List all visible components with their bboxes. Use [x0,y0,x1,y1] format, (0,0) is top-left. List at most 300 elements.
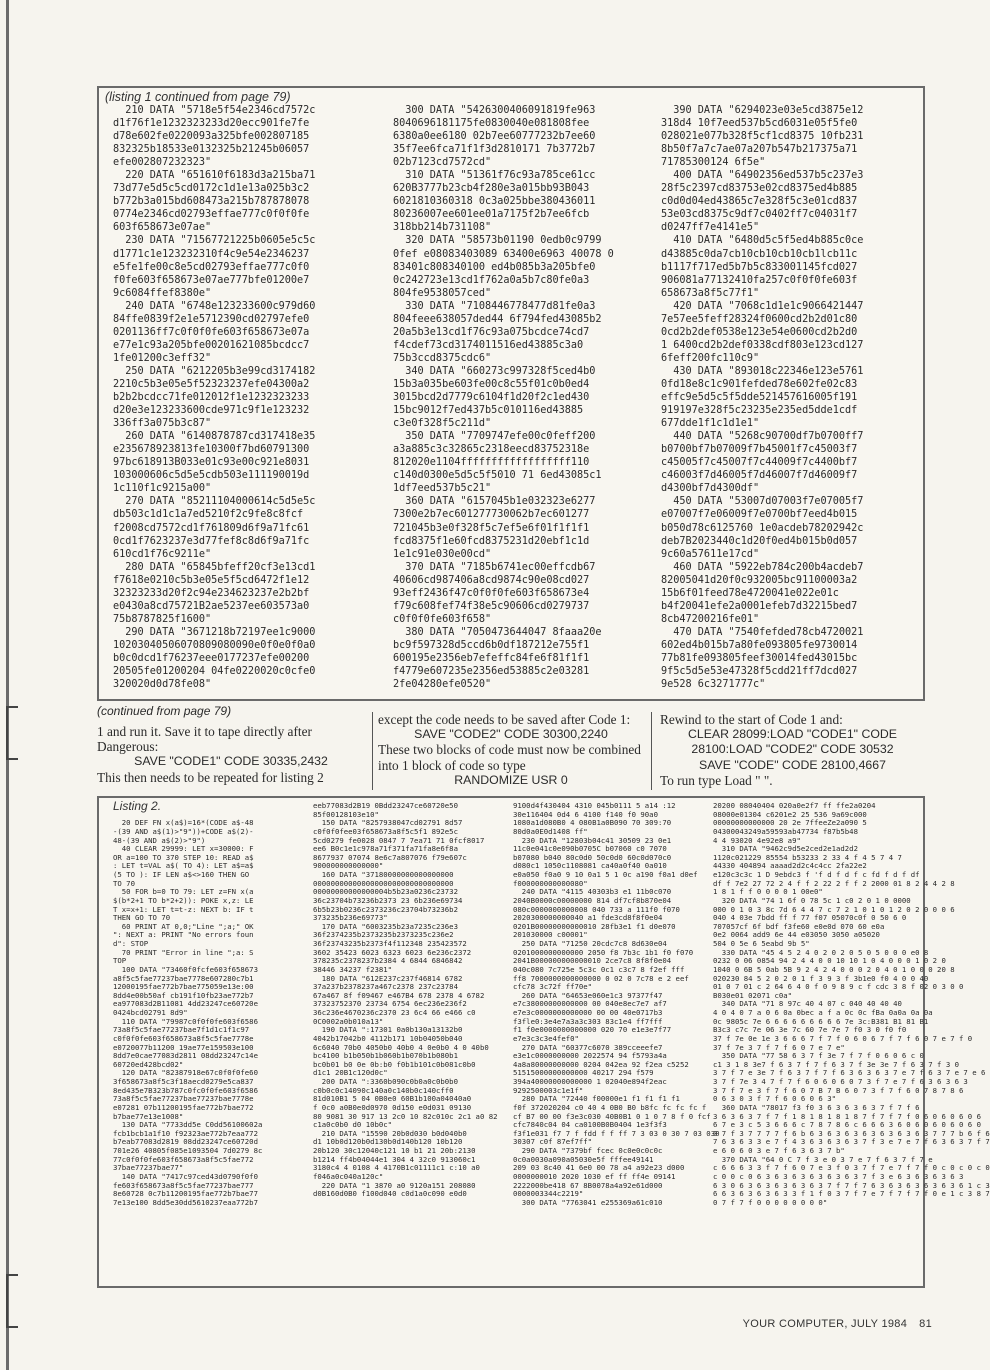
code-line: 44330 404894 aaaad2d2c4c4cc 2fa22e2 [713,861,867,871]
code-line: 373235b236e69773" [313,913,388,923]
code-line: 30e116404 0d4 6 4100 f140 f0 90a0 [513,809,658,819]
code-line: 04300043249a59593ab47734 f87b5b48 [713,826,858,836]
code-line: 3180c4 4 0108 4 4170B1c01111c1 c:10 a0 [313,1163,480,1173]
code-line: 3f658673a8f5c3f18aecd0279e5ca837 [113,1077,254,1086]
code-line: 707057cf 6f bdf f3fe60 e0e0d 070 60 e0a [713,921,885,931]
code-line: 140 DATA "7417c97ced43d0790f0f0 [113,1171,258,1181]
code-line: 110 DATA "79987c0f0f0fe603f6586 [113,1016,258,1026]
code-command: SAVE "CODE1" CODE 30335,2432 [134,754,328,769]
code-line: f0fe603f658673e07ae777bfe01200e7 [113,274,310,286]
code-line: 600195e2356eb7efeffc84fe6f81f1f1 [393,652,590,664]
code-line: db503c1d1c1a7ed5210f2c9fe8c8fcf [113,509,304,521]
code-line: 330 DATA "7108446778477d81fe0a3 [393,300,596,312]
code-line: f3f1e031 f7 7 f fdd f f ff 7 3 03 0 30 7 03 030 [513,1128,720,1138]
code-line: T x=x+1: LET t=t-z: NEXT b: IF t [113,904,254,914]
page-footer [743,1318,932,1330]
code-line: 37 f 7e 3 7 f 7 f 6 0 7 e 7 e" [713,1042,845,1052]
code-line: 8cb47200216fe01" [661,613,760,625]
code-line: 37a237b2378237a467c2378 237c23784 [313,982,458,992]
code-line: 28f5c2397cd83753e02cd8375ed4b885 [661,183,858,195]
code-line: $(b*2+1 TO b*2+2)): POKE x,z: LE [113,895,254,905]
code-line: 7e57ee5feff28324f0600cd2b2d01c80 [661,313,858,325]
code-line: 3 7 f 7 e 3 f 7 f 6 0 7 B 7 B 6 0 7 3 f 7 f 6 0 7 8 7 8 6 [713,1085,964,1095]
listing-2-header: Listing 2. [113,799,162,813]
listing-2-column-3 [513,802,719,1207]
code-line: 804fe9538057ced" [393,287,492,299]
column-divider [372,712,373,790]
code-line: 2fe04280efe0520" [393,679,492,691]
code-line: c140d0300e5d5c5f5010 71 6ed43085c1 [393,470,602,482]
code-line: 0201000000000000 2050 f8 7b3c 1b1 f0 f070 [513,947,694,957]
code-line: cf B7 00 00 f3e3c030 40B0B1 0 1 0 7 8 f 0 fcf [513,1111,711,1121]
code-line: 73a8f5c5fae77237bae77237bae7778e [113,1094,254,1104]
code-line: 1040 0 6B 5 0ab 5B 9 2 4 2 4 0 0 0 2 0 4 0 1 0 0 0 20 8 [713,964,955,974]
code-line: 80d0a0E0d1408 ff" [513,826,588,836]
code-line: 0201136ff7c0f0f0fe603f658673e07a [113,326,310,338]
code-line: c1 3 1 8 3e7 f 6 3 7 f 7 f 6 3 7 f 3e 3e 7 f 6 3 7 f 3 0 [713,1059,960,1069]
code-line: 0cd2b2def0538e123e54e0600cd2b2d0 [661,326,858,338]
code-line: 919197e328f5c23235e235ed5dde1cdf [661,405,858,417]
code-line: 37323752370 23734 6754 6ec236e236f2 [313,999,467,1009]
code-line: 040 4 03e 7bdd ff f 77 f07 05070c0f 0 50 6 0 [713,913,907,923]
code-line: fcb1bcb1a1f10 f92323ae772b7eaa772 [113,1128,258,1138]
code-line: 5cd0279 fe0028 0847 7 7ea71 71 0fcf8017 [313,835,485,845]
code-line: bc9f597328d5ccd6b0df187212e755f1 [393,639,590,651]
code-line: c46003f7d46005f7d46007f7d46009f7 [661,470,858,482]
code-line: 48-(39 AND a$(2)>"9") [113,835,206,845]
code-line: 330 DATA "45 4 5 2 4 0 2 0 2 0 5 0 5 0 0 0 e0 8 [713,947,929,957]
code-line: 300 DATA "5426300406091819fe963 [393,105,596,116]
code-line: 38446 34237 f2381" [313,964,393,974]
margin-bracket [6,706,18,760]
code-line: 610cd1f76c9211e" [113,548,212,560]
code-line: e235678923813fe10300f7bd60791300 [113,444,310,456]
code-line: 0 7 f 3 7 7 7 7 f 6 b 6 3 6 3 6 3 6 3 6 3 6 3 6 3 7 7 7 b 6 f 6 [713,1128,990,1138]
binding-edge [6,0,9,1370]
code-line: 36f2374235b2373235b2373235c236e2 [313,930,454,940]
code-line: 6 6 3 6 3 6 3 6 3 3 f 1 f 0 3 7 f 7 e 7 f 7 f 7 f 0 e 1 c 3 8 7 [713,1189,990,1199]
code-line: 2020300000000040 a1 fde3cd8f8f0e04 [513,913,663,923]
paragraph: except the code needs to be saved after Code 1: [378,712,631,727]
paragraph: 1 and run it. Save it to tape directly after Dangerous: [97,724,312,755]
code-line: 620B3777b23cb4f280e3a015bb93B043 [393,183,590,195]
code-line: 8677937 07074 8e6c7a807076 f79e607c [313,852,467,862]
code-line: 80 9081 30 917 13 2c0 10 82c010c 2c1 a0 82 [313,1111,498,1121]
code-line: 00000000000000004b5b23a0236c23732 [313,887,458,897]
code-line: 350 DATA "7709747efe00c0feff200 [393,431,596,443]
listing-1-column-3 [661,104,863,691]
code-line: 0424bcd02791 8d9" [113,1008,188,1017]
code-line: a3a885c3c32865c2318eecd83752318e [393,444,590,456]
code-line: 160 DATA "37180000000000000000 [313,870,454,879]
code-line: 420 DATA "7068c1d1e1c9066421447 [661,300,864,312]
code-line: f000000000000080" [513,878,588,888]
code-line: 7 6 3 6 3 3 e 7 f 4 3 6 3 6 3 6 3 7 f 3 e 7 e 7 f 6 3 6 3 7 f 7 [713,1137,990,1147]
code-line: f7618e0210c5b3e05e5f5cd6472f1e12 [113,574,310,586]
article-column-1 [97,724,365,785]
code-line: 20505fe01200204 04fe0220020c0cfe0 [113,666,316,678]
code-line: 340 DATA "660273c997328f5ced4b0 [393,365,596,377]
code-line: d1 10b0d120b0d130b0d140b120 10b120 [313,1137,463,1147]
code-line: TO 70 [113,878,135,888]
code-line: 430 DATA "893018c22346e123e5761 [661,365,864,377]
code-line: 2041B000000000000010 2ce7c8 8f8f0e04 [513,956,672,966]
code-line: 9c6084ffef8380e" [113,287,212,299]
code-line: 15b6f01feed78e4720041e022e01c [661,587,839,599]
code-line: 6021810360318 0c3a025bbe380436011 [393,196,596,208]
code-line: 2040B0000c00000000 814 df7cf8b870e04 [513,895,672,905]
code-line: 0774e2346cd02793effae777c0f0f0fe [113,209,310,221]
code-line: fe603f658673a8f5c5fae77237bae777 [113,1180,254,1190]
code-line: 320 DATA "74 1 6f 0 78 5c 1 c0 2 0 1 0 0000 [713,895,911,905]
code-line: e77e1c93a205bfe00201621085bcdcc7 [113,339,310,351]
code-line: c0f0f0fe603f658" [393,613,492,625]
code-line: 906081a77132410fa257c0f0f0fe603f [661,274,858,286]
code-line: 400 DATA "64902356ed537b5c237e3 [661,170,864,182]
code-line: d78e602fe0220093a325bfe002807185 [113,131,310,143]
code-line: 37bae77237bae77" [113,1163,184,1173]
code-line: 190 DATA ":17301 0a0b130a13132b0 [313,1025,463,1035]
code-command: 28100:LOAD "CODE2" CODE 30532 [691,742,894,757]
code-line: 0 7 f 7 f 0 0 0 0 0 0 0 0" [713,1197,828,1207]
code-line: 32323233d20f2c94e234623237e2b2bf [113,587,310,599]
code-line: 0cd1f7623237e3d77fef8c8d6f9a71fc [113,535,310,547]
code-line: ": NEXT a: PRINT "No errors foun [113,930,254,940]
code-line: 340 DATA "71 8 97c 40 4 07 c 040 40 40 40 [713,999,902,1009]
code-line [113,802,262,811]
code-line: 77b81fe093805feef30014fed43015bc [661,652,858,664]
code-line: f3fle0:3e4e7a3a3c303 83c1e4 ff7fff [513,1016,663,1026]
code-line: 51515000000000000 40217 294 f579 [513,1068,654,1078]
code-line: 378235c2378237b2384 4 6844 6846842 [313,956,463,966]
code-line: 0 6 3 0 3 f 7 f 6 0 6 0 6 3" [713,1094,837,1104]
code-line: 15b3a035be603fe00c8c55f01c0b0ed4 [393,378,590,390]
code-line: 120 DATA "82387918e67c0f0f0fe60 [113,1068,258,1078]
code-line: 20 DEF FN x(a$)=16*(CODE a$-48 [113,818,254,828]
code-line: 20b120 30c12040c121 10 b1 21 20b:2130 [313,1146,476,1155]
code-line: 8dd7e0cae77083d2811 08dd23247c14e [113,1051,258,1061]
code-line: f2008cd7572cd1f761809d6f9a71fc61 [113,522,310,534]
code-line: c0b0c0c14090c140a0c140b0c140cff0 [313,1085,454,1095]
code-line: 20200 08040404 020a0e2f7 ff ffe2a0204 [713,801,876,810]
code-line: 0c242723e13cd1f762a0a5b7c80fe0a3 [393,274,590,286]
code-line: e07281 07b11200195fae772b7bae772 [113,1102,254,1112]
code-line: e7e3c3c3e4fef0" [513,1033,579,1043]
code-line: e0720077b11200 19ae77e159503e100 [113,1042,254,1052]
code-line: 6feff200fc110c9" [661,352,760,364]
code-line: 360 DATA "6157045b1e032323e6277 [393,496,596,508]
code-line: d1771c1e123232310f4c9e54e2346237 [113,248,310,260]
code-line: 336ff3a075b3c87" [113,418,212,430]
code-line: c1a0c0b0 d0 10b0c" [313,1120,393,1130]
code-line: d0B160d0B0 f100d040 c0d1a0c090 e0d0 [313,1189,467,1199]
code-line: 394a40000000000000 1 02040e894f2eac [513,1077,667,1086]
code-line: 370 DATA "7185b6741ec00effcdb67 [393,561,596,573]
code-line: 37 f 7e 0e 1e 3 6 6 6 7 f 7 f 0 6 0 6 7 f 7 f 6 0 7 e 7 f 0 [713,1033,973,1043]
code-line: e3e1c0000000000 2022574 94 f5793a4a [513,1051,667,1061]
code-line: e 6 0 6 0 3 e 7 f 6 3 6 3 7 b" [713,1146,845,1155]
code-line: 4 4 93020 4e92e8 a9" [713,835,801,845]
code-line: b2b2bcdcc71fe012012f1e1232323233 [113,392,310,404]
code-line: 77c0f0f0fe603f658673a8f5c5fae772 [113,1154,254,1164]
listing-1-column-1 [113,104,315,691]
code-line: 318bb214b731108" [393,222,492,234]
code-line: 0000000010 2020 1030 ef ff ff4e 09141 [513,1171,676,1181]
code-line: TOP [113,956,127,966]
code-line: 804feee638057ded44 6f794fed43085b2 [393,313,602,325]
code-line: e5fe1fe00c8e5cd02793effae777c0f0 [113,261,310,273]
code-line: e0a050 f0a0 9 10 0a1 5 1 0c a190 f0a1 d0ef [513,870,698,879]
code-line: 0000003344c2219" [513,1189,584,1199]
code-line: 0201B00000000000010 28fb3e1 f1 d0e070 [513,921,676,931]
code-line: 230 DATA "71567721225b0605e5c5c [113,235,316,247]
code-line: B3c3 c7c 7e 06 3e 7c 60 7e 7e 7 f0 3 0 f0 f0 [713,1025,907,1035]
code-line: 000 0 1 0 3 8c 7d 6 4 4 7 c 7 2 1 0 1 0 1 2 0 2 0 0 0 6 [713,904,955,914]
code-line: 270 DATA "60377c6070 389cceeefe7 [513,1042,663,1052]
code-line: b7eab77083d2819 08dd23247ce60720d [113,1137,258,1147]
code-line: 812020e1104ffffffffffffffffff110 [393,457,590,469]
code-line: 75b8787825f1600" [113,613,212,625]
code-line: 35f7ee6fca71f1f3d2810171 7b3772b7 [393,144,596,156]
code-line: 60 PRINT AT 0,0;"Line ";a;" OK [113,921,254,931]
code-line: 450 DATA "53007d07003f7e07005f7 [661,496,864,508]
code-line: 300 DATA "7763041 e255369a61c010 [513,1197,663,1207]
code-line: 0fef e08083403089 63400e6963 40078 0 [393,248,614,260]
code-command: SAVE "CODE2" CODE 30300,2240 [414,727,608,742]
continued-header: (continued from page 79) [97,704,232,718]
listing-2-column-2 [313,802,498,1199]
code-line: f4cdef73cd3174011516ed43885c3a0 [393,339,584,351]
code-line: e7e3c0000000000000 00 00 40e0717b3 [513,1008,663,1017]
code-line: 280 DATA "72440 f00000e1 f1 f1 f1 f1 [513,1094,680,1104]
code-line: 84ffe0839f2e1e5712390cd02797efe0 [113,313,310,325]
code-line: 260 DATA "64653e060e1c3 97377f47 [513,990,663,1000]
code-line: bc0b01 b0 0e 0b:b0 f0b1b101c0b081c0b0 [313,1059,476,1069]
code-line: 36f23743235b2373f4f112348 235423572 [313,939,467,948]
code-line: 9f5c5d5e53e47328f5cdd21ff7dcd027 [661,666,858,678]
code-line: d0247ff7e4141e5" [661,222,760,234]
code-line: 900000000000000" [313,861,384,871]
code-line: 9292500003c1e1f" [513,1085,584,1095]
code-line: d080c1 1050c1108081 ca40a0f40 0a010 [513,861,667,871]
code-line: 4 0 4 0 7 a 0 6 0a 0bec a f a 0c 0c fBa 0a0a 0a 0a [713,1008,933,1017]
code-line: 70 PRINT "Error in line ";a: S [113,947,254,957]
code-line: 81d010B1 5 04 0B0e0 60B1b100a04040a0 [313,1094,472,1104]
code-line: d1c1 20B1c120d0c" [313,1068,388,1078]
code-line: 318d4 10f7eed537b5cd6031e05f5fe0 [661,118,858,130]
code-line: d43885c0da7cb10cb10cb10cb1lcb11c [661,248,858,260]
code-line: 0C0002a0b010a13" [313,1016,384,1026]
code-line: 20a5b3e13cd1f76c93a075bcdce74cd7 [393,326,590,338]
code-line: 260 DATA "6140878787cd317418e35 [113,431,316,443]
code-line: 7300e2b7ec601277730062b7ec601277 [393,509,590,521]
code-line: f79c608fef74f38e5c90606cd0279737 [393,600,590,612]
code-line: 9c60a57611e17cd" [661,548,760,560]
code-line: 1c110f1c9215a00" [113,483,212,495]
code-line: 320020d0d78fe08" [113,679,212,691]
code-line: b1214 ff4b04044e1 304 4 32c0 913060c1 [313,1154,476,1164]
code-line: b050d78c6125760 1e0acdeb78202942c [661,522,864,534]
code-line: b0700bf7b07009f7b45001f7c45003f7 [661,444,858,456]
code-line: 7e13e100 8dd5e30dd5610237eaa772b7 [113,1197,258,1207]
code-line: 250 DATA "71250 20cdc7c8 8d630e04 [513,939,667,948]
code-line: 602ed4b015b7a80fe093805fe9730014 [661,639,858,651]
article-column-3 [660,712,925,788]
code-line: 00000000000000000000000000000000 [313,878,454,888]
code-line: 75b3ccd8375cdc6" [393,352,492,364]
code-line: ea977083d2B11081 4dd23247ce60720e [113,999,258,1009]
code-line: 100 DATA "73460f0fcfe603f658673 [113,964,258,974]
code-line: b772b3a015bd608473a215b787878078 [113,196,310,208]
code-line: 36c23704b73236b2373 23 6b236e69734 [313,895,463,905]
code-line: 440 DATA "5268c90700df7b0700ff7 [661,431,864,443]
code-line: 83401c808340100 ed4b085b3a205bfe0 [393,261,596,273]
code-line: 6b5b23b0236c2373236c23704b73236b2 [313,904,458,914]
code-line: c45005f7c45007f7c44009f7c4400bf7 [661,457,858,469]
code-line: 73a8f5c5fae77237bae7f1d1c1f1c97 [113,1025,250,1035]
code-line: 658673a8f5c77f1" [661,287,760,299]
code-line: 00000000000000 20 2e 7ffeeZe2a090 5 [713,818,867,828]
code-line: ee6 B0c1e1c978a71f371fa71fa8e6f8a [313,844,458,854]
listing-1-box [97,86,925,701]
code-line: 30307 c0f 87ef7ff" [513,1137,593,1147]
code-line: deb7B2023440c1d20f0ed4b015b0d057 [661,535,858,547]
code-line: 11c0e041c0e090b0705C b07060 c0 7070 [513,844,667,854]
code-line: 1e1c91e030e00cd" [393,548,492,560]
code-line: d": STOP [113,939,149,948]
code-line: 0232 0 06 0854 94 2 4 4 0 0 10 10 1 0 4 0 0 0 1 0 2 0 [713,956,946,966]
code-line: f 0c0 a0B0e0d0970 0d150 e0d031 09130 [313,1102,472,1112]
code-line: 200 DATA ":3360b090c0b0a0c0b0b0 [313,1077,458,1086]
code-line: 390 DATA "6294023e03e5cd3875e12 [661,105,864,116]
code-line: 230 DATA "12803b04c41 30509 23 0e1 [513,835,672,845]
code-line: b07080 b040 80c0d0 50c0d0 60c0d070c0 [513,852,672,862]
code-line: e7c38000000000000 00 040e8ec7e7 af7 [513,999,667,1009]
code-line: 08000e01304 c6201e2 25 536 9a69c000 [713,809,867,819]
code-line: cfc7840c04 04 ca0100B0B0404 1e3f3f3 [513,1120,667,1130]
code-line: 360 DATA "78017 f3 f0 3 6 3 6 3 6 3 7 f 7 f 6 [713,1102,920,1112]
code-line: 6380a0ee6180 02b7ee60777232b7ee60 [393,131,596,143]
code-line: b0c0dcd1f76237eee0177237efe00200 [113,652,310,664]
paragraph: To run type Load " ". [660,772,773,788]
code-line: f4779e607235e2356ed53885c2e03281 [393,666,590,678]
code-line: 93eff2436f47c0f0f0fe603f658673e4 [393,587,590,599]
code-line: 82005041d20f0c932005bc91100003a2 [661,574,858,586]
code-command: RANDOMIZE USR 0 [454,772,568,787]
code-line: c0f0f0fee03f658673a8f5c5f1 892e5c [313,826,458,836]
code-line: : LET t=VAL a$( TO 4): LET a$=a$ [113,861,254,871]
paragraph: This then needs to be repeated for listing 2 [97,769,324,785]
code-line: 9e528 6c3271777c" [661,679,766,691]
code-line: 270 DATA "85211104000614c5d5e5c [113,496,316,508]
code-line: 80236007ee601ee01a7175f2b7ee6fcb [393,209,590,221]
code-line: eeb77083d2B19 0Bdd23247ce60720e50 [313,801,458,810]
article-column-2 [378,712,644,788]
code-line: bc4100 b1b050b1b060b1b070b1b080b1 [313,1051,458,1061]
code-line: B030e01 02071 c0a" [713,990,793,1000]
code-line: 73d77e5d5c5cd0172c1d1e13a025b3c2 [113,183,310,195]
code-line: 40606cd987406a8cd9874c90e08cd027 [393,574,590,586]
code-line: 170 DATA "6003235b23a7235c236e3 [313,921,458,931]
code-line: 370 DATA "64 0 C 7 f 3 e 0 3 7 e 7 f 6 3 7 f 7 e [713,1154,933,1164]
code-line: efe002807232323" [113,157,212,169]
code-line: 310 DATA "9462c9d5e2ced2e1ad2d2 [713,844,858,854]
code-line: 150 DATA "8257938047cd02791 8d57 [313,818,463,828]
code-line: 832325b18533e0132325b21245b06057 [113,144,310,156]
code-line: 2210c5b3e05e5f52323237efe04300a2 [113,378,310,390]
code-line: 2222000be418 67 8B0078a4a92e61d000 [513,1180,663,1190]
code-line: 8e60728 0c7b11200195fae772b7bae77 [113,1189,258,1199]
code-line: 97bc618913B033e01c93e00c921e8031 [113,457,310,469]
code-line: 210 DATA "5718e5f54e2346cd7572c [113,105,316,116]
margin-bracket [6,1274,18,1328]
code-line: 201030000 c00001" [513,930,588,940]
code-line: cfc78 3c72f ff70e" [513,982,593,992]
code-line: 71785300124 6f5e" [661,157,766,169]
code-line: 8b50f7a7c7ae07a207b547b217375a71 [661,144,858,156]
code-line: a8f5c5fae77237bae7778e607280c7b1 [113,973,254,983]
code-line: 180 DATA "612E237c237f46814 6782 [313,973,463,983]
code-line: 1120c021229 85554 b53233 2 33 4 f 4 5 7 4 7 [713,852,902,862]
code-line: 6 3 0 6 3 6 3 6 3 6 3 6 3 7 f 7 f 7 6 3 6 3 6 3 6 3 6 3 6 1 c 3 [713,1180,990,1190]
code-line: 677dde1f1c1d1e1" [661,418,760,430]
code-line: 8dd4e00b50af cb191f10fb23ae772b7 [113,990,254,1000]
code-line: c 6 6 6 3 3 f 7 f 6 0 7 e 3 f 0 3 7 f 7 e 7 f 7 f 0 c 0 c 0 c 0 [713,1163,990,1173]
code-line: 1 8 1 f f 0 0 0 0 1 00e0" [713,887,823,897]
code-line: fcd8375f1e60fcd8375231d20ebf1c1d [393,535,590,547]
code-line: 02b7123cd7572cd" [393,157,492,169]
column-divider [651,712,652,790]
code-line: 4a8a80000000000 0204 042ea 92 f2ea c5252 [513,1059,689,1069]
code-line: f046a0c040a120c" [313,1171,384,1181]
code-line: 15bc9012f7ed437b5c010116ed43885 [393,405,584,417]
code-line: 040c080 7c725e 5c3c 0c1 c3c7 8 f2ef fff [513,964,685,974]
code-line: 53e03cd8375c9df7c0402ff7c04031f7 [661,209,858,221]
code-line: 460 DATA "5922eb784c200b4acdeb7 [661,561,864,573]
code-line: 12000195fae772b7bae775059e13e:00 [113,982,254,992]
code-line: 50 FOR b=0 TO 79: LET z=FN x(a [113,887,254,897]
code-line: 9100d4f430404 4310 045b0111 5 a14 :12 [513,801,676,810]
code-line: OR a=100 TO 370 STEP 10: READ a$ [113,852,254,862]
code-line: 350 DATA "77 58 6 3 7 f 3e 7 f 7 f 0 6 0 6 c 0 [713,1051,924,1061]
code-command: CLEAR 28099:LOAD "CODE1" CODE [688,727,897,742]
listing-2-column-1 [113,802,262,1207]
code-line: 6c6040 70b0 4050b0 40b0 4 0e0b0 4 0 40b0 [313,1042,489,1052]
code-line: 10203040506070809080090e0f0e0f0a0 [113,639,316,651]
code-line: c0f0f0fe603f658673a8f5c5fae7778e [113,1033,254,1043]
code-line: 3 6 3 6 3 7 f 7 f 1 8 1 8 1 8 1 8 7 f 7 f 7 f 0 6 0 6 0 6 0 6 [713,1111,981,1121]
code-line: 40 CLEAR 29999: LET x=30000: F [113,844,254,854]
code-line: 0c 9805c 7e 6 6 6 6 6 6 6 6 6 7e 3c:B381 B1 81 B1 [713,1016,929,1026]
code-line: 36c236e4670236c2370 23 6c4 66 e466 c0 [313,1008,476,1017]
code-line: 209 03 8c40 41 6e0 00 78 a4 a92e23 d000 [513,1163,685,1173]
code-line: df f 7e2 27 72 2 4 f f 2 22 2 f f 2 2000 01 8 2 4 4 2 8 [713,878,955,888]
code-line: c0d0d04ed43865c7e328f5c3e01cd837 [661,196,858,208]
code-line: 028021e077b328f5cf1cd8375 10fb231 [661,131,864,143]
code-line: 1080a1d080B0 4 080B1a0B090 70 309:70 [513,818,672,828]
code-line: 1df7eed537b5c21" [393,483,492,495]
code-line: b4f20041efe2a0001efeb7d32215bed7 [661,600,858,612]
code-line: 01 0 7 01 c 2 64 6 4 0 f 0 9 8 9 c f cdc 3 8 f 02 0 3 0 0 [713,982,964,992]
code-line: 0e2 0064 add9 6e 44 e03050 3050 a05020 [713,930,880,940]
code-line: 020230 84 5 2 0 2 0 1 f 3 9 3 f 3b1e0 f0 4 0 0 40 [713,973,929,983]
code-line: 310 DATA "51361f76c93a785ce61cc [393,170,596,182]
code-line: 410 DATA "6480d5c5f5ed4b885c0ce [661,235,864,247]
code-line: 290 DATA "3671218b72197ee1c9000 [113,626,316,638]
code-line: d4300bf7d4300df" [661,483,760,495]
listing-1-column-2 [393,104,614,691]
code-line: 290 DATA "7379bf fcec 0c0e0c0c0c [513,1146,663,1155]
